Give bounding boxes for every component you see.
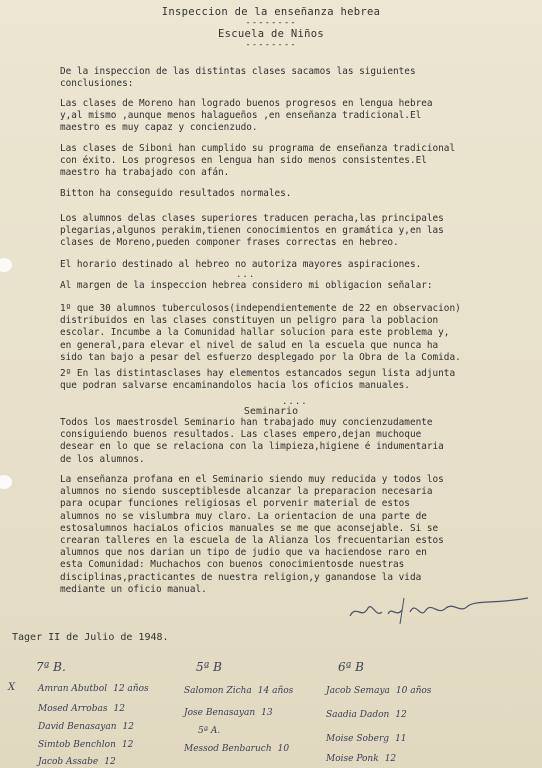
paragraph-schedule: El horario destinado al hebreo no autoriza mayores aspiraciones. [60,259,422,270]
class-5b-heading: 5ª B [196,660,222,674]
paragraph-bitton: Bitton ha conseguido resultados normales. [60,188,292,199]
paragraph-intro: De la inspeccion de las distintas clases sacamos las siguientes conclusiones: [60,66,416,90]
document-subtitle: Escuela de Niños [218,28,324,40]
student-name: Jose Benasayan [184,708,256,718]
student-row [184,744,289,754]
student-row [38,684,149,694]
student-name: Salomon Zicha [184,686,252,696]
class-subheading: 5ª A. [198,726,221,736]
punch-hole [0,258,12,272]
paragraph-tuberculosis: 1º que 30 alumnos tuberculosos(independientemente de 22 en observacion) distribuidos en las clases constituyen un peligro para la poblacion escolar. Incumbe a la Comunidad hallar solucion para este problema y, en general,para elevar el nivel de salud en la escuela que nunca ha sido tan bajo a pesar del esfuerzo desplegado por la Obra de la Comida. [60,303,461,363]
student-name: Messod Benbaruch [184,744,272,754]
paragraph-stagnant-students: 2º En las distintasclases hay elementos estancados segun lista adjunta que podran salvarse encaminandolos hacia los oficios manuales. [60,368,456,392]
student-name: Mosed Arrobas [38,704,108,714]
punch-hole [0,475,12,489]
signature [346,590,536,630]
paragraph-seminario-profane: La enseñanza profana en el Seminario siendo muy reducida y todos los alumnos no siendo susceptiblesde alcanzar la preparacion necesaria para ocupar funciones religiosas el porvenir material de estos alumnos no se vislumbra muy claro. La orientacion de una parte de estosalumnos haciaLos oficios manuales se me que aconsejable. Si se crearan talleres en la escuela de la Alianza los frecuentarian estos alumnos que nos darian un tipo de judio que va haciendose raro en esta Comunidad: Muchachos con buenos conocimientosde nuestras disciplinas,practicantes de nuestra religion,y ganandose la vida mediante un oficio manual. [60,474,444,595]
student-age: 12 [121,740,134,750]
student-name: Amran Abutbol [38,684,108,694]
paragraph-superior-classes: Los alumnos delas clases superiores traducen peracha,las principales plegarias,algunos perakim,tienen conocimientos en gramática y,en las clases de Moreno,pueden componer frases correctas en hebreo. [60,213,444,249]
student-name: Jacob Semaya [326,686,390,696]
student-age: 10 años [395,686,432,696]
seminario-heading: Seminario [243,406,299,417]
student-age: 13 [261,708,273,718]
student-name: Moise Soberg [326,734,390,744]
student-name: Simtob Benchlon [38,740,116,750]
class-6b-heading: 6ª B [338,660,364,674]
student-age: 11 [395,734,407,744]
student-age: 12 [384,754,397,764]
student-name: Saadia Dadon [326,710,390,720]
class-7b-heading: 7ª B. [36,660,66,674]
document-date: Tager II de Julio de 1948. [12,632,169,643]
student-row [38,740,133,750]
separator-dots: .... [282,397,308,407]
student-row [326,734,407,744]
student-row [38,757,116,767]
student-row [326,754,396,764]
subtitle-rule: -------- [245,40,297,50]
student-row [38,722,134,732]
title-rule: -------- [245,18,297,28]
document-title: Inspeccion de la enseñanza hebrea [161,6,381,18]
student-row [326,710,407,720]
student-name: David Benasayan [38,722,117,732]
student-age: 12 [122,722,134,732]
student-row [184,686,293,696]
student-age: 12 años [113,684,149,694]
paragraph-moreno: Las clases de Moreno han logrado buenos progresos en lengua hebrea y,al mismo ,aunque menos halagueños ,en enseñanza tradicional.El maestro es muy capaz y concienzudo. [60,98,433,134]
student-row [38,704,125,714]
student-name: Moise Ponk [326,754,379,764]
student-age: 10 [277,744,290,754]
student-row [184,708,273,718]
student-row [198,726,220,736]
paragraph-margin-note: Al margen de la inspeccion hebrea considero mi obligacion señalar: [60,280,433,291]
paragraph-siboni: Las clases de Siboni han cumplido su programa de enseñanza tradicional con éxito. Los progresos en lengua han sido menos consistentes.El maestro ha trabajado con afán. [60,143,456,179]
student-age: 14 años [257,686,294,696]
student-age: 12 [395,710,407,720]
student-name: Jacob Assabe [38,757,99,767]
student-age: 12 [104,757,116,767]
separator-dots: ... [236,270,256,280]
paragraph-seminario-teachers: Todos los maestrosdel Seminario han trabajado muy concienzudamente consiguiendo buenos resultados. Las clases empero,dejan muchoque desear en lo que se relaciona con la limpieza,higiene é indumentaria de los alumnos. [60,417,444,465]
student-age: 12 [113,704,125,714]
x-mark: X [8,682,16,693]
student-row [326,686,431,696]
